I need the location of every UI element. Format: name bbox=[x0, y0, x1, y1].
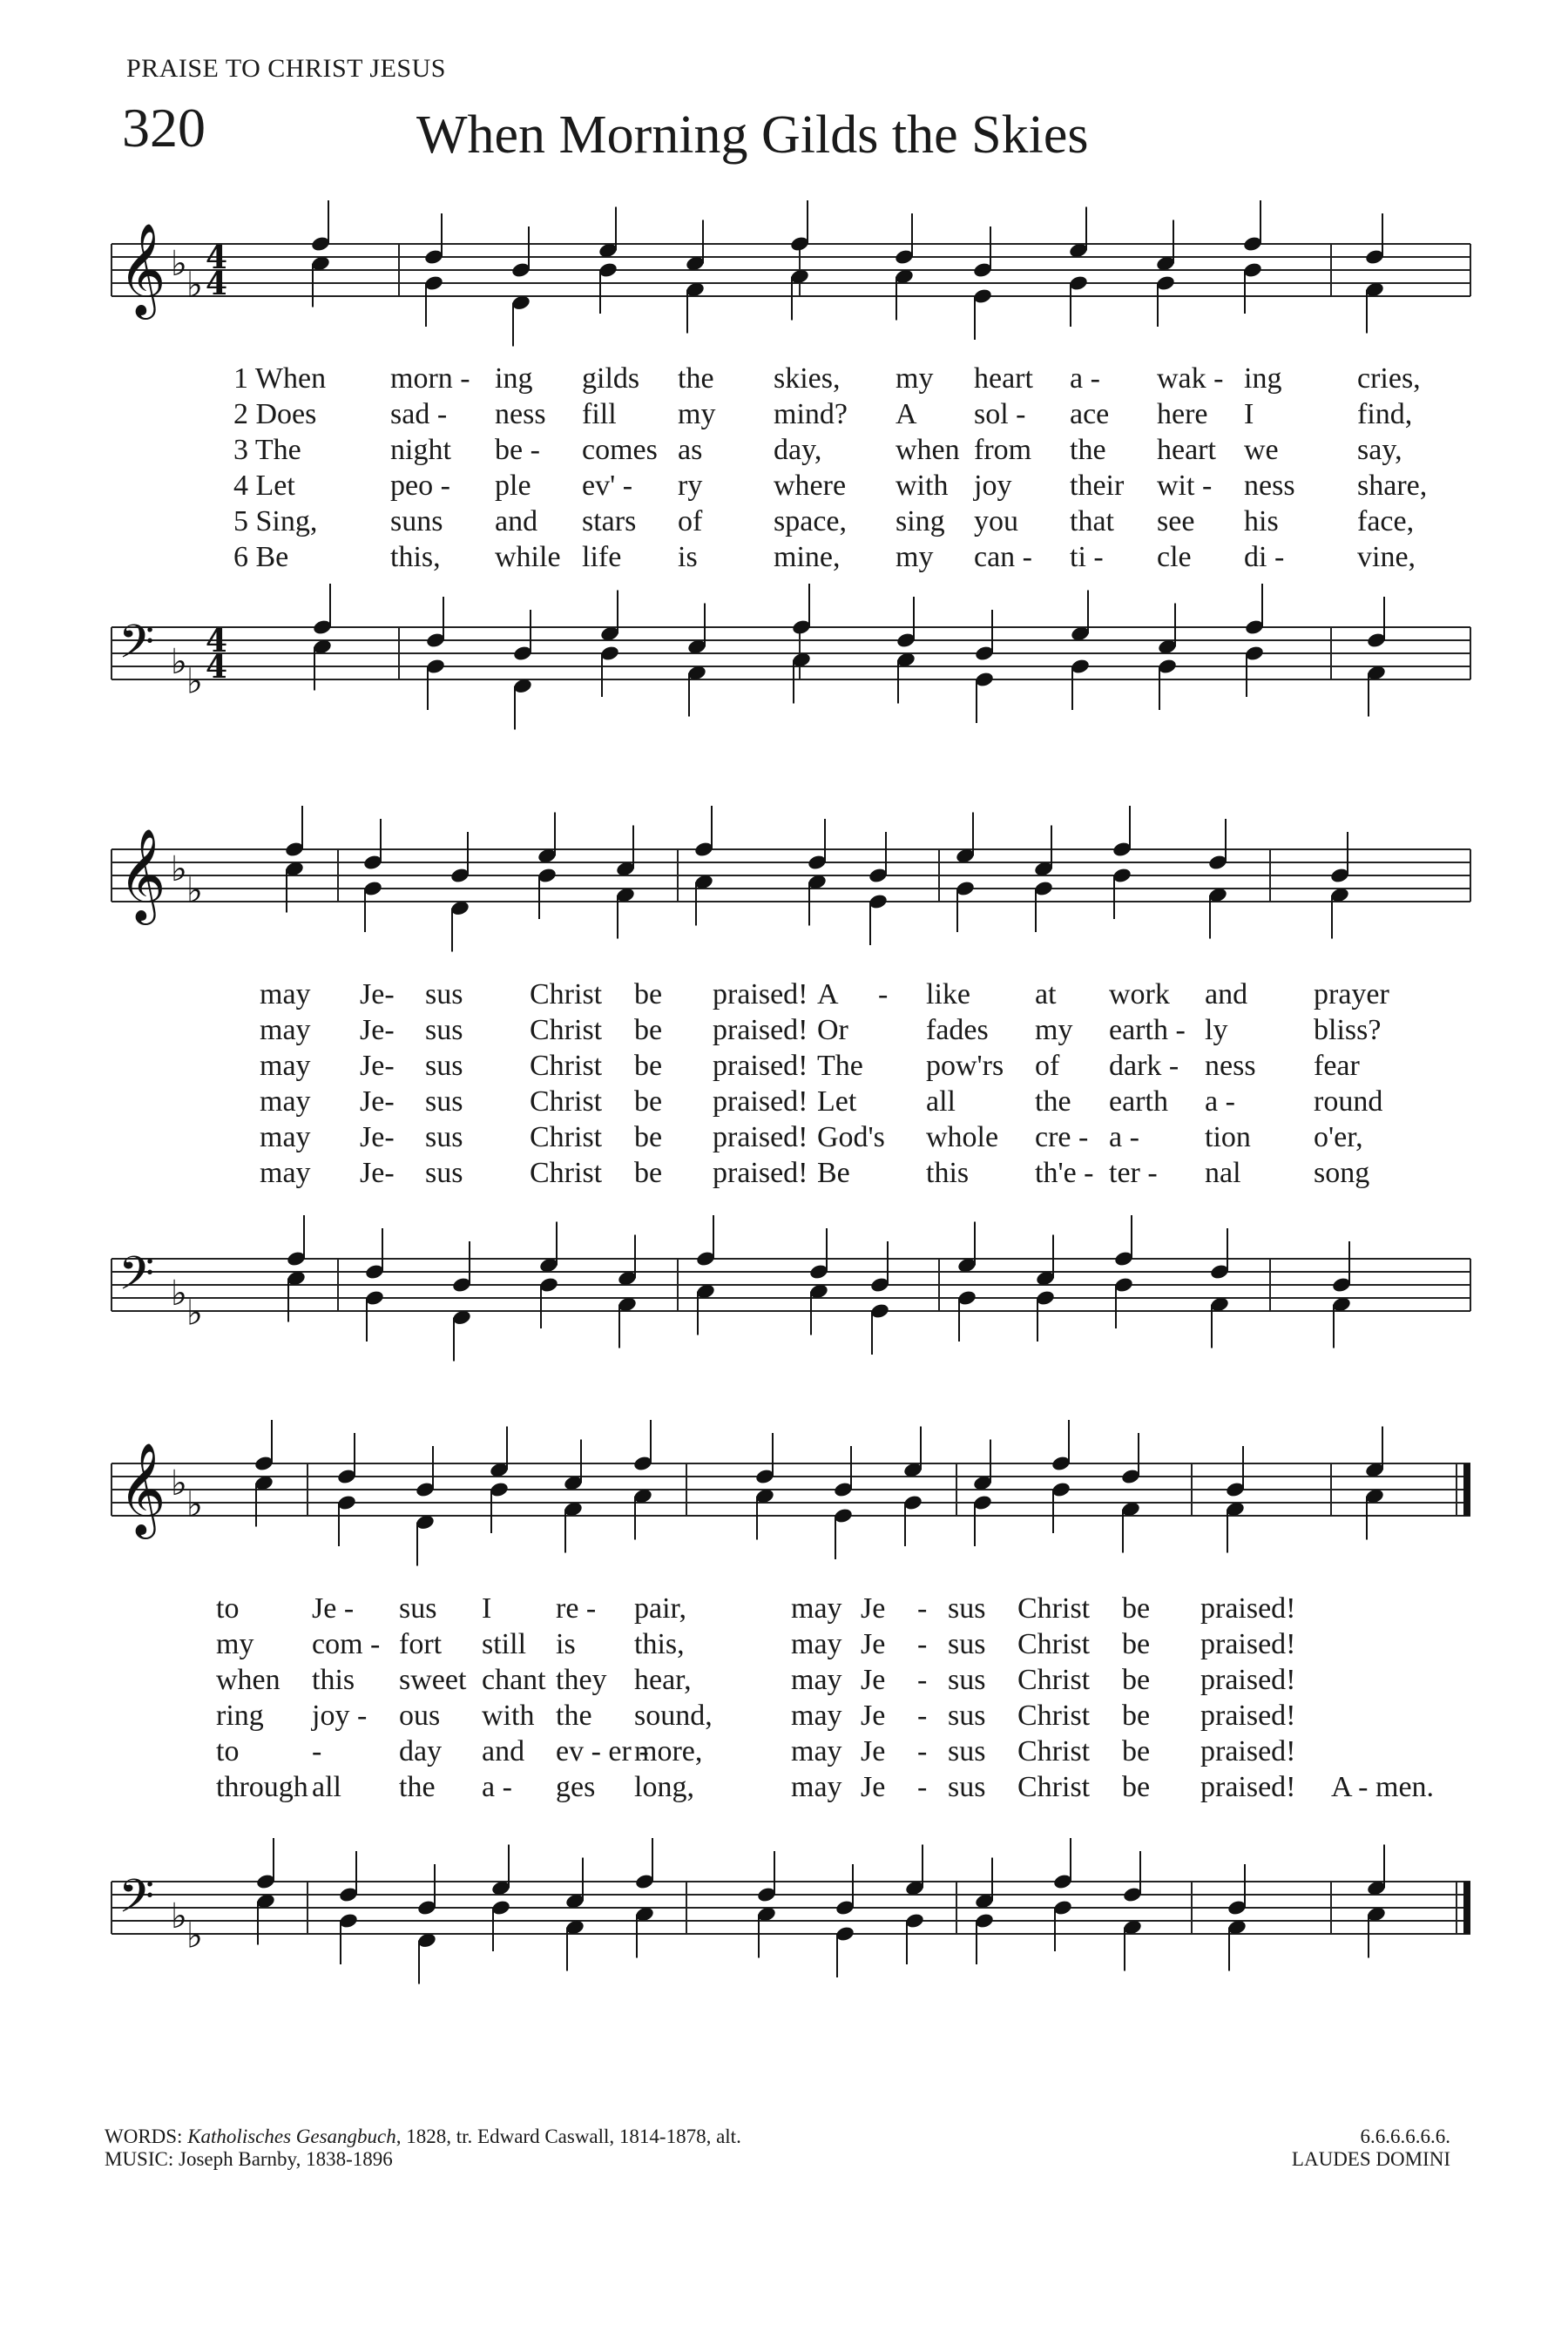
lyric-syllable: a - bbox=[1205, 1085, 1235, 1118]
lyric-syllable: fort bbox=[399, 1628, 443, 1660]
lyric-syllable: Je - bbox=[312, 1592, 355, 1625]
final-bar-thick bbox=[1463, 1463, 1470, 1516]
lyric-syllable: 4 Let bbox=[233, 470, 295, 502]
lyric-syllable: praised! bbox=[1200, 1628, 1296, 1660]
lyric-syllable: Christ bbox=[1017, 1664, 1091, 1696]
lyric-syllable: mine, bbox=[774, 541, 841, 573]
lyric-syllable: may bbox=[260, 1157, 311, 1189]
lyric-syllable: be - bbox=[495, 434, 540, 466]
lyric-syllable: 6 Be bbox=[233, 541, 289, 573]
lyric-syllable: wit - bbox=[1157, 470, 1213, 502]
lyric-syllable: vine, bbox=[1357, 541, 1416, 573]
lyric-syllable: ness bbox=[495, 398, 546, 430]
lyric-syllable: where bbox=[774, 470, 847, 502]
lyric-syllable: - bbox=[917, 1735, 928, 1767]
final-bar-thick bbox=[1463, 1882, 1470, 1934]
lyric-syllable: ev' - bbox=[582, 470, 633, 502]
lyric-syllable: at bbox=[1035, 978, 1057, 1010]
lyric-syllable: nal bbox=[1205, 1157, 1241, 1189]
music-system-3 bbox=[112, 1442, 1470, 1977]
lyric-syllable: can - bbox=[974, 541, 1033, 573]
lyric-syllable: ple bbox=[495, 470, 531, 502]
lyric-syllable: be bbox=[1122, 1700, 1151, 1732]
lyric-syllable: Christ bbox=[530, 978, 603, 1010]
lyric-syllable: Christ bbox=[1017, 1771, 1091, 1803]
lyric-syllable: ter - bbox=[1109, 1157, 1158, 1189]
lyric-syllable: peo - bbox=[390, 470, 450, 502]
lyric-syllable: Je bbox=[861, 1700, 886, 1732]
lyric-syllable: earth - bbox=[1109, 1014, 1186, 1046]
lyric-syllable: my bbox=[896, 541, 934, 573]
lyric-syllable: joy - bbox=[312, 1700, 368, 1732]
flat-icon: ♭ bbox=[186, 661, 203, 702]
lyric-syllable: round bbox=[1314, 1085, 1383, 1118]
lyric-syllable: praised! bbox=[1200, 1592, 1296, 1625]
lyric-syllable: of bbox=[678, 505, 703, 537]
lyric-syllable: bliss? bbox=[1314, 1014, 1382, 1046]
lyric-syllable: sus bbox=[425, 1085, 463, 1118]
lyric-syllable: sweet bbox=[399, 1664, 467, 1696]
lyric-syllable: may bbox=[260, 1085, 311, 1118]
bass-clef-icon: 𝄢 bbox=[118, 1870, 155, 1935]
lyric-syllable: praised! bbox=[713, 1050, 808, 1082]
lyric-syllable: may bbox=[260, 1121, 311, 1153]
lyric-syllable: th'e - bbox=[1035, 1157, 1094, 1189]
lyric-syllable: with bbox=[482, 1700, 535, 1732]
lyric-syllable: ry bbox=[678, 470, 703, 502]
lyric-syllable: wak - bbox=[1157, 362, 1224, 395]
lyric-syllable: praised! bbox=[713, 1157, 808, 1189]
lyric-syllable: long, bbox=[634, 1771, 694, 1803]
lyric-syllable: and bbox=[495, 505, 538, 537]
lyric-syllable: dark - bbox=[1109, 1050, 1179, 1082]
lyric-syllable: to bbox=[216, 1735, 240, 1767]
lyric-syllable: mind? bbox=[774, 398, 848, 430]
lyric-syllable: Let bbox=[817, 1085, 857, 1118]
lyric-syllable: sus bbox=[425, 1014, 463, 1046]
lyric-syllable: hear, bbox=[634, 1664, 692, 1696]
lyric-syllable: cle bbox=[1157, 541, 1192, 573]
lyric-syllable: - bbox=[917, 1592, 928, 1625]
lyric-syllable: share, bbox=[1357, 470, 1428, 502]
lyric-syllable: find, bbox=[1357, 398, 1413, 430]
lyric-syllable: their bbox=[1070, 470, 1125, 502]
bass-clef-icon: 𝄢 bbox=[118, 616, 155, 680]
words-credit: WORDS: Katholisches Gesangbuch, 1828, tr. Edward Caswall, 1814-1878, alt. bbox=[105, 2126, 741, 2147]
lyric-syllable: sus bbox=[399, 1592, 437, 1625]
lyric-syllable: this bbox=[926, 1157, 970, 1189]
lyric-syllable: Je- bbox=[360, 1085, 395, 1118]
music-credit: MUSIC: Joseph Barnby, 1838-1896 bbox=[105, 2148, 393, 2171]
lyric-syllable: be bbox=[1122, 1628, 1151, 1660]
credits bbox=[105, 2126, 741, 2172]
lyric-syllable: my bbox=[678, 398, 716, 430]
lyric-syllable: ing bbox=[495, 362, 533, 395]
lyric-syllable: A bbox=[896, 398, 917, 430]
lyric-syllable: to bbox=[216, 1592, 240, 1625]
lyric-syllable: Or bbox=[817, 1014, 848, 1046]
flat-icon: ♭ bbox=[171, 849, 187, 889]
lyric-syllable: Je bbox=[861, 1592, 886, 1625]
lyric-syllable: sound, bbox=[634, 1700, 713, 1732]
lyric-syllable: you bbox=[974, 505, 1018, 537]
lyric-syllable: may bbox=[791, 1771, 842, 1803]
lyric-syllable: see bbox=[1157, 505, 1195, 537]
flat-icon: ♭ bbox=[186, 265, 203, 306]
lyric-syllable: with bbox=[896, 470, 949, 502]
lyric-syllable: - bbox=[917, 1664, 928, 1696]
lyric-syllable: be bbox=[1122, 1735, 1151, 1767]
flat-icon: ♭ bbox=[171, 1896, 187, 1936]
flat-icon: ♭ bbox=[186, 1293, 203, 1334]
lyric-syllable: sus bbox=[948, 1735, 986, 1767]
lyric-syllable: a - bbox=[482, 1771, 512, 1803]
lyric-syllable: when bbox=[896, 434, 960, 466]
lyric-syllable: sad - bbox=[390, 398, 448, 430]
lyric-syllable: 5 Sing, bbox=[233, 505, 318, 537]
time-signature: 4 bbox=[206, 266, 228, 302]
hymn-number: 320 bbox=[122, 97, 206, 159]
section-label: PRAISE TO CHRIST JESUS bbox=[126, 54, 446, 83]
lyric-syllable: be bbox=[634, 1157, 663, 1189]
lyric-syllable: the bbox=[1070, 434, 1106, 466]
lyric-syllable: may bbox=[791, 1700, 842, 1732]
bass-clef-icon: 𝄢 bbox=[118, 1247, 155, 1312]
tune-info bbox=[1292, 2126, 1450, 2172]
lyric-syllable: com - bbox=[312, 1628, 381, 1660]
lyric-syllable: 2 Does bbox=[233, 398, 317, 430]
flat-icon: ♭ bbox=[171, 1274, 187, 1314]
flat-icon: ♭ bbox=[171, 642, 187, 682]
lyric-syllable: sus bbox=[948, 1771, 986, 1803]
lyric-syllable: this, bbox=[390, 541, 441, 573]
lyric-syllable: day, bbox=[774, 434, 822, 466]
lyric-syllable: earth bbox=[1109, 1085, 1168, 1118]
flat-icon: ♭ bbox=[171, 244, 187, 284]
lyric-syllable: A - men. bbox=[1331, 1771, 1435, 1803]
lyric-syllable: tion bbox=[1205, 1121, 1251, 1153]
lyric-syllable: ti - bbox=[1070, 541, 1104, 573]
lyric-syllable: cries, bbox=[1357, 362, 1421, 395]
lyric-syllable: this, bbox=[634, 1628, 685, 1660]
lyric-syllable: praised! bbox=[1200, 1700, 1296, 1732]
lyric-syllable: the bbox=[1035, 1085, 1071, 1118]
lyric-syllable: Christ bbox=[1017, 1700, 1091, 1732]
lyric-syllable: sus bbox=[948, 1664, 986, 1696]
lyric-syllable: 3 The bbox=[233, 434, 301, 466]
tune-name: LAUDES DOMINI bbox=[1291, 2148, 1450, 2171]
lyric-syllable: more, bbox=[634, 1735, 703, 1767]
lyric-syllable: his bbox=[1244, 505, 1279, 537]
lyric-syllable: skies, bbox=[774, 362, 841, 395]
treble-staff bbox=[112, 1420, 1470, 1566]
lyric-syllable: ing bbox=[1244, 362, 1282, 395]
lyric-syllable: heart bbox=[1157, 434, 1216, 466]
treble-clef-icon: 𝄞 bbox=[118, 222, 166, 315]
lyric-syllable: be bbox=[634, 1121, 663, 1153]
lyric-syllable: di - bbox=[1244, 541, 1285, 573]
lyric-syllable: ring bbox=[216, 1700, 264, 1732]
lyric-syllable: fill bbox=[582, 398, 617, 430]
lyric-syllable: Be bbox=[817, 1157, 850, 1189]
lyric-syllable: Je- bbox=[360, 1157, 395, 1189]
time-signature: 4 bbox=[206, 623, 228, 659]
lyric-syllable: - bbox=[917, 1700, 928, 1732]
lyric-syllable: space, bbox=[774, 505, 848, 537]
lyric-syllable: praised! bbox=[1200, 1664, 1296, 1696]
lyric-syllable: a - bbox=[1109, 1121, 1139, 1153]
lyric-syllable: may bbox=[260, 1050, 311, 1082]
lyric-syllable: through bbox=[216, 1771, 308, 1803]
lyric-syllable: Je- bbox=[360, 978, 395, 1010]
lyric-syllable: may bbox=[260, 978, 311, 1010]
lyric-syllable: Christ bbox=[530, 1050, 603, 1082]
lyric-syllable: whole bbox=[926, 1121, 999, 1153]
lyric-syllable: Je bbox=[861, 1735, 886, 1767]
lyric-syllable: be bbox=[634, 1014, 663, 1046]
bass-staff bbox=[112, 1838, 1470, 1984]
lyric-syllable: 1 When bbox=[233, 362, 327, 395]
lyric-syllable: heart bbox=[974, 362, 1033, 395]
lyric-syllable: of bbox=[1035, 1050, 1060, 1082]
lyric-syllable: my bbox=[1035, 1014, 1073, 1046]
bass-staff bbox=[112, 1215, 1470, 1362]
lyric-syllable: God's bbox=[817, 1121, 885, 1153]
lyric-syllable: that bbox=[1070, 505, 1114, 537]
flat-icon: ♭ bbox=[171, 1463, 187, 1504]
lyric-syllable: I bbox=[482, 1592, 492, 1625]
lyric-syllable: work bbox=[1109, 978, 1170, 1010]
lyric-syllable: ly bbox=[1205, 1014, 1228, 1046]
lyric-syllable: Christ bbox=[1017, 1628, 1091, 1660]
lyric-syllable: sus bbox=[425, 978, 463, 1010]
lyric-syllable: sus bbox=[425, 1050, 463, 1082]
treble-staff bbox=[112, 200, 1470, 347]
lyric-syllable: and bbox=[482, 1735, 525, 1767]
lyric-syllable: The bbox=[817, 1050, 863, 1082]
lyric-syllable: may bbox=[791, 1628, 842, 1660]
lyric-syllable: morn - bbox=[390, 362, 470, 395]
treble-clef-icon: 𝄞 bbox=[118, 828, 166, 921]
lyric-syllable: like bbox=[926, 978, 970, 1010]
lyric-syllable: gilds bbox=[582, 362, 640, 395]
lyric-syllable: life bbox=[582, 541, 622, 573]
flat-icon: ♭ bbox=[186, 1916, 203, 1957]
lyric-syllable: may bbox=[260, 1014, 311, 1046]
flat-icon: ♭ bbox=[186, 1484, 203, 1525]
lyric-syllable: face, bbox=[1357, 505, 1415, 537]
treble-staff bbox=[112, 806, 1470, 952]
lyric-syllable: be bbox=[634, 1085, 663, 1118]
flat-icon: ♭ bbox=[186, 870, 203, 911]
treble-clef-icon: 𝄞 bbox=[118, 1442, 166, 1535]
hymn-title: When Morning Gilds the Skies bbox=[416, 105, 1089, 165]
lyric-syllable: chant bbox=[482, 1664, 546, 1696]
lyric-syllable: praised! bbox=[713, 1085, 808, 1118]
lyric-syllable: comes bbox=[582, 434, 658, 466]
lyric-syllable: praised! bbox=[1200, 1735, 1296, 1767]
lyric-syllable: sus bbox=[948, 1628, 986, 1660]
lyric-syllable: ev - er - bbox=[556, 1735, 649, 1767]
lyric-syllable: may bbox=[791, 1664, 842, 1696]
lyric-syllable: we bbox=[1244, 434, 1279, 466]
lyric-syllable: is bbox=[678, 541, 698, 573]
lyric-syllable: as bbox=[678, 434, 703, 466]
lyric-syllable: praised! bbox=[713, 978, 808, 1010]
lyric-syllable: sus bbox=[425, 1121, 463, 1153]
lyric-syllable: when bbox=[216, 1664, 280, 1696]
lyric-syllable: while bbox=[495, 541, 561, 573]
lyric-syllable: and bbox=[1205, 978, 1248, 1010]
lyric-syllable: sus bbox=[948, 1700, 986, 1732]
lyric-syllable: ness bbox=[1244, 470, 1295, 502]
lyric-syllable: - bbox=[878, 978, 889, 1010]
lyric-syllable: Christ bbox=[1017, 1735, 1091, 1767]
lyric-syllable: be bbox=[634, 978, 663, 1010]
lyric-syllable: sus bbox=[948, 1592, 986, 1625]
lyric-syllable: o'er, bbox=[1314, 1121, 1363, 1153]
lyric-syllable: the bbox=[678, 362, 714, 395]
meter: 6.6.6.6.6.6. bbox=[1360, 2126, 1450, 2147]
lyric-syllable: fear bbox=[1314, 1050, 1360, 1082]
lyric-syllable: the bbox=[556, 1700, 592, 1732]
lyric-syllable: pair, bbox=[634, 1592, 686, 1625]
lyric-syllable: my bbox=[896, 362, 934, 395]
lyric-syllable: Christ bbox=[530, 1157, 603, 1189]
lyric-syllable: from bbox=[974, 434, 1032, 466]
lyric-syllable: joy bbox=[974, 470, 1012, 502]
lyric-syllable: prayer bbox=[1314, 978, 1389, 1010]
lyric-syllable: Je- bbox=[360, 1050, 395, 1082]
lyric-syllable: here bbox=[1157, 398, 1208, 430]
lyric-syllable: praised! bbox=[1200, 1771, 1296, 1803]
lyric-syllable: Je bbox=[861, 1771, 886, 1803]
lyric-syllable: Christ bbox=[1017, 1592, 1091, 1625]
lyric-syllable: Christ bbox=[530, 1085, 603, 1118]
lyric-syllable: fades bbox=[926, 1014, 989, 1046]
lyric-syllable: song bbox=[1314, 1157, 1370, 1189]
lyric-syllable: - bbox=[312, 1735, 322, 1767]
lyric-syllable: - bbox=[917, 1628, 928, 1660]
lyric-syllable: all bbox=[926, 1085, 956, 1118]
lyric-syllable: my bbox=[216, 1628, 254, 1660]
lyric-syllable: Je bbox=[861, 1664, 886, 1696]
lyric-syllable: ous bbox=[399, 1700, 441, 1732]
lyric-syllable: Christ bbox=[530, 1014, 603, 1046]
lyric-syllable: stars bbox=[582, 505, 637, 537]
lyric-syllable: is bbox=[556, 1628, 576, 1660]
lyric-syllable: Je bbox=[861, 1628, 886, 1660]
lyric-syllable: may bbox=[791, 1735, 842, 1767]
lyric-syllable: the bbox=[399, 1771, 436, 1803]
lyric-syllable: all bbox=[312, 1771, 341, 1803]
lyric-syllable: be bbox=[634, 1050, 663, 1082]
lyric-syllable: be bbox=[1122, 1592, 1151, 1625]
time-signature: 4 bbox=[206, 240, 228, 276]
lyric-syllable: night bbox=[390, 434, 451, 466]
lyric-syllable: pow'rs bbox=[926, 1050, 1004, 1082]
lyric-syllable: sing bbox=[896, 505, 945, 537]
lyric-syllable: - bbox=[917, 1771, 928, 1803]
lyric-syllable: this bbox=[312, 1664, 355, 1696]
lyric-syllable: ness bbox=[1205, 1050, 1256, 1082]
lyric-syllable: day bbox=[399, 1735, 443, 1767]
lyric-syllable: praised! bbox=[713, 1121, 808, 1153]
lyric-syllable: may bbox=[791, 1592, 842, 1625]
lyric-syllable: they bbox=[556, 1664, 607, 1696]
music-system-2 bbox=[112, 828, 1470, 1363]
lyric-syllable: a - bbox=[1070, 362, 1100, 395]
lyric-syllable: A bbox=[817, 978, 839, 1010]
bass-staff bbox=[112, 584, 1470, 730]
lyric-syllable: praised! bbox=[713, 1014, 808, 1046]
music-system-1 bbox=[112, 222, 1470, 723]
lyric-syllable: I bbox=[1244, 398, 1254, 430]
lyric-syllable: Je- bbox=[360, 1121, 395, 1153]
lyric-syllable: re - bbox=[556, 1592, 597, 1625]
lyric-syllable: Christ bbox=[530, 1121, 603, 1153]
lyric-syllable: ace bbox=[1070, 398, 1110, 430]
lyric-syllable: sus bbox=[425, 1157, 463, 1189]
lyric-syllable: suns bbox=[390, 505, 443, 537]
lyric-syllable: still bbox=[482, 1628, 527, 1660]
lyric-syllable: be bbox=[1122, 1771, 1151, 1803]
lyric-syllable: cre - bbox=[1035, 1121, 1089, 1153]
lyric-syllable: sol - bbox=[974, 398, 1026, 430]
lyric-syllable: say, bbox=[1357, 434, 1402, 466]
lyric-syllable: be bbox=[1122, 1664, 1151, 1696]
lyric-syllable: Je- bbox=[360, 1014, 395, 1046]
lyric-syllable: ges bbox=[556, 1771, 596, 1803]
time-signature: 4 bbox=[206, 649, 228, 686]
